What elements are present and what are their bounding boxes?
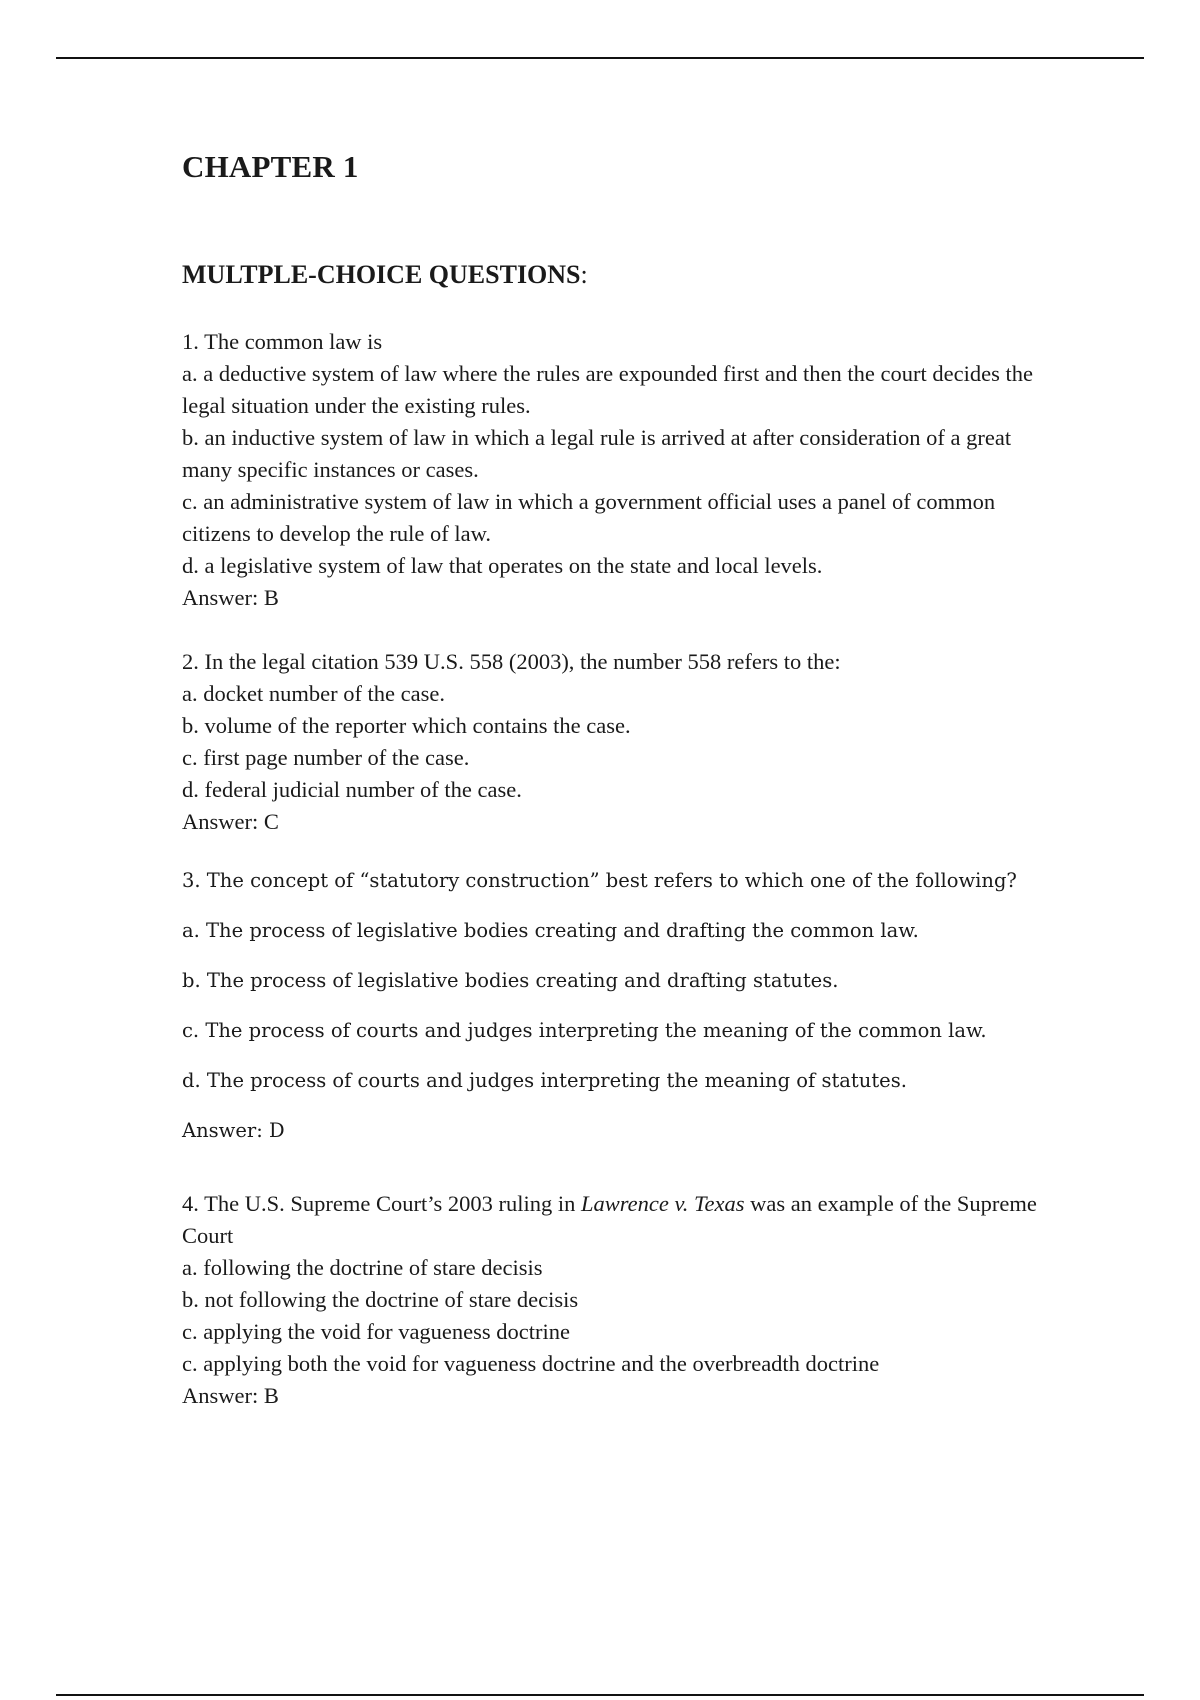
question-stem: 3. The concept of “statutory construction” best refers to which one of the following? — [182, 869, 1017, 893]
stem-after-case: was an example of the Supreme Court — [182, 1191, 1037, 1249]
option-a: a. docket number of the case. — [182, 681, 446, 707]
option-a: a. The process of legislative bodies creating and drafting the common law. — [182, 919, 919, 943]
option-b: b. The process of legislative bodies creating and drafting statutes. — [182, 969, 839, 993]
option-c: c. first page number of the case. — [182, 745, 470, 771]
answer: Answer: B — [182, 585, 279, 611]
answer: Answer: C — [182, 809, 279, 835]
question-1 — [182, 326, 1062, 614]
option-c: c. The process of courts and judges interpreting the meaning of the common law. — [182, 1019, 987, 1043]
question-stem: 2. In the legal citation 539 U.S. 558 (2003), the number 558 refers to the: — [182, 649, 841, 675]
case-name: Lawrence v. Texas — [580, 1191, 745, 1217]
option-b: b. not following the doctrine of stare decisis — [182, 1287, 579, 1313]
bottom-rule — [56, 1694, 1144, 1696]
section-title — [182, 259, 1062, 290]
option-c-second: c. applying both the void for vagueness doctrine and the overbreadth doctrine — [182, 1351, 880, 1377]
question-4 — [182, 1188, 1062, 1412]
question-2 — [182, 646, 1062, 838]
option-b: b. an inductive system of law in which a legal rule is arrived at after consideration of a great many specific instances or cases. — [182, 425, 1012, 483]
top-rule — [56, 57, 1144, 59]
option-d: d. federal judicial number of the case. — [182, 777, 522, 803]
option-a: a. a deductive system of law where the rules are expounded first and then the court decides the legal situation under the existing rules. — [182, 361, 1033, 419]
question-3 — [182, 868, 1062, 1144]
question-stem — [182, 1188, 1062, 1252]
page-content — [182, 140, 1062, 1412]
option-d: d. a legislative system of law that operates on the state and local levels. — [182, 553, 823, 579]
option-c: c. applying the void for vagueness doctrine — [182, 1319, 571, 1345]
answer: Answer: D — [182, 1119, 285, 1143]
answer: Answer: B — [182, 1383, 279, 1409]
option-c: c. an administrative system of law in which a government official uses a panel of common citizens to develop the rule of law. — [182, 489, 996, 547]
section-title-colon: : — [580, 260, 588, 290]
option-a: a. following the doctrine of stare decisis — [182, 1255, 543, 1281]
stem-before-case: 4. The U.S. Supreme Court’s 2003 ruling in — [182, 1191, 581, 1217]
chapter-title: CHAPTER 1 — [182, 149, 359, 184]
section-title-text: MULTPLE-CHOICE QUESTIONS — [182, 260, 581, 290]
option-d: d. The process of courts and judges interpreting the meaning of statutes. — [182, 1069, 907, 1093]
question-stem: 1. The common law is — [182, 329, 383, 355]
option-b: b. volume of the reporter which contains the case. — [182, 713, 631, 739]
